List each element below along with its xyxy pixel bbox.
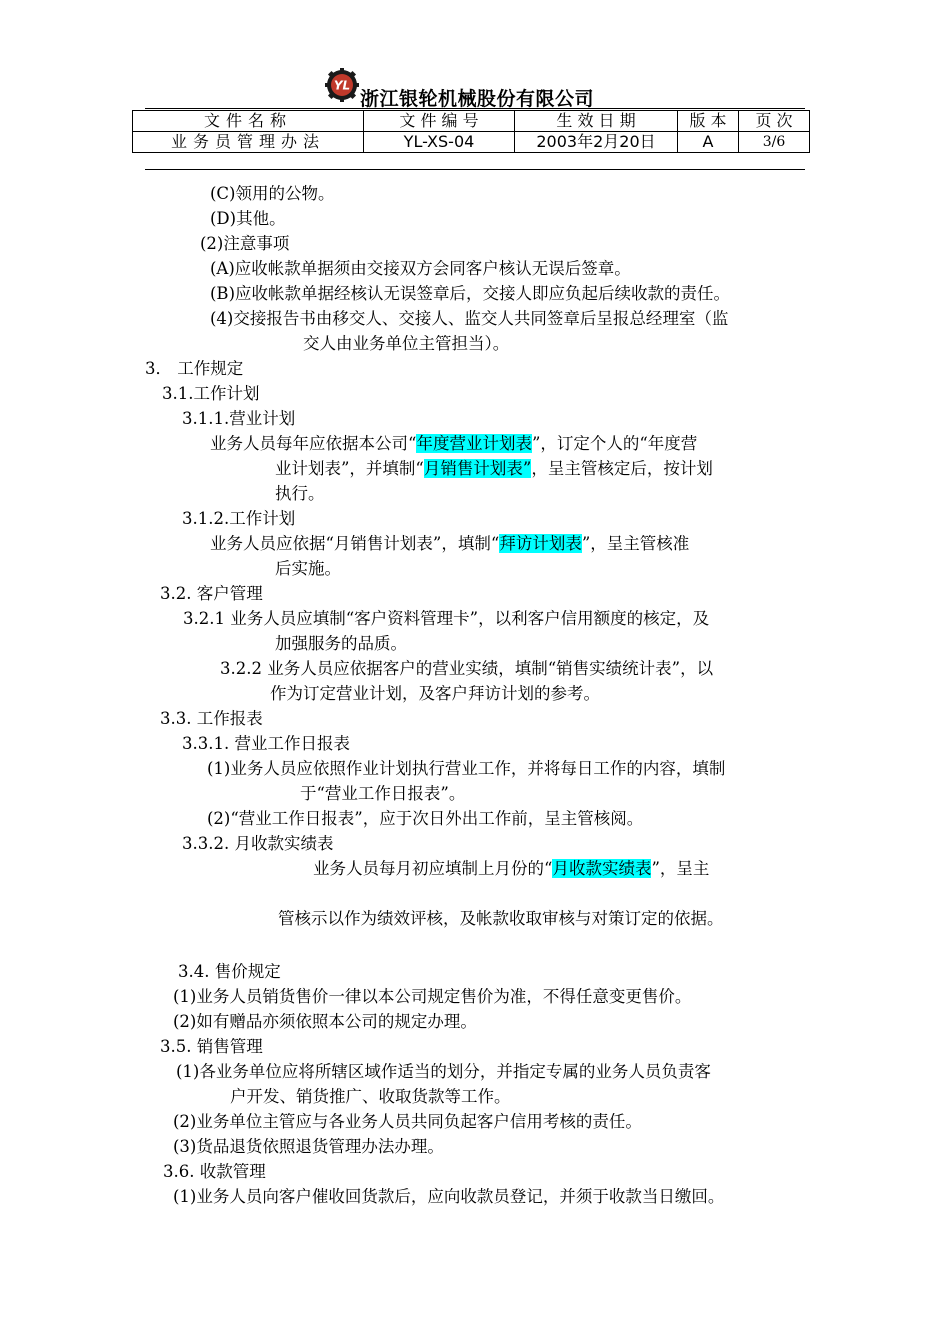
- section-heading: 3.3.2. 月收款实绩表: [182, 834, 334, 853]
- body-line: (2)注意事项: [200, 234, 290, 253]
- section-heading: 3.4. 售价规定: [178, 962, 281, 981]
- section-heading: 3.6. 收款管理: [163, 1162, 266, 1181]
- version-value: A: [678, 132, 739, 153]
- page-number-value: 3/6: [739, 132, 810, 153]
- gear-logo-icon: [325, 68, 359, 102]
- header-bottom-rule: [145, 169, 805, 170]
- body-line: 作为订定营业计划，及客户拜访计划的参考。: [270, 684, 600, 703]
- body-line: (2)“营业工作日报表”，应于次日外出工作前，呈主管核阅。: [207, 809, 644, 828]
- col-header-page: 页 次: [739, 111, 810, 132]
- svg-text:YL: YL: [333, 78, 351, 93]
- body-line: (2)业务单位主管应与各业务人员共同负起客户信用考核的责任。: [173, 1112, 642, 1131]
- document-info-table: [132, 110, 810, 153]
- company-logo: [325, 68, 359, 102]
- col-header-doc-number: 文 件 编 号: [364, 111, 515, 132]
- doc-number-value: YL-XS-04: [364, 132, 515, 153]
- section-heading: 3.5. 销售管理: [160, 1037, 263, 1056]
- body-line: (1)各业务单位应将所辖区域作适当的划分，并指定专属的业务人员负责客: [176, 1062, 711, 1081]
- body-line: (4)交接报告书由移交人、交接人、监交人共同签章后呈报总经理室（监: [210, 309, 729, 328]
- body-line: (D)其他。: [210, 209, 286, 228]
- col-header-doc-name: 文件名称: [133, 111, 364, 132]
- body-line: 执行。: [275, 484, 325, 503]
- effective-date-value: 2003年2月20日: [515, 132, 678, 153]
- section-heading: 3.1.工作计划: [162, 384, 260, 403]
- section-heading: 3.2. 客户管理: [160, 584, 263, 603]
- body-line: 3.2.1 业务人员应填制“客户资料管理卡”，以利客户信用额度的核定，及: [183, 609, 710, 628]
- section-heading: 3． 工作规定: [145, 359, 244, 378]
- section-heading: 3.1.1.营业计划: [182, 409, 296, 428]
- body-line: (1)业务人员向客户催收回货款后，应向收款员登记，并须于收款当日缴回。: [173, 1187, 725, 1206]
- body-line: 3.2.2 业务人员应依据客户的营业实绩，填制“销售实绩统计表”，以: [220, 659, 714, 678]
- col-header-version: 版 本: [678, 111, 739, 132]
- table-value-row: [133, 132, 810, 153]
- body-line: 交人由业务单位主管担当）。: [303, 334, 510, 353]
- header-top-rule: [145, 108, 805, 109]
- body-line: (1)业务人员销货售价一律以本公司规定售价为准，不得任意变更售价。: [173, 987, 692, 1006]
- table-header-row: [133, 111, 810, 132]
- section-heading: 3.1.2.工作计划: [182, 509, 296, 528]
- section-heading: 3.3. 工作报表: [160, 709, 263, 728]
- body-line: (3)货品退货依照退货管理办法办理。: [173, 1137, 444, 1156]
- body-line: 业务人员每年应依据本公司“年度营业计划表”，订定个人的“年度营: [210, 434, 698, 453]
- body-line: 于“营业工作日报表”。: [300, 784, 466, 803]
- body-line: 户开发、销货推广、收取货款等工作。: [230, 1087, 511, 1106]
- highlighted-form-name: 月销售计划表”: [423, 459, 532, 478]
- body-line: (C)领用的公物。: [210, 184, 335, 203]
- body-line: 业务人员应依据“月销售计划表”，填制“拜访计划表”，呈主管核准: [210, 534, 690, 553]
- body-line: 管核示以作为绩效评核，及帐款收取审核与对策订定的依据。: [278, 909, 724, 928]
- highlighted-form-name: 月收款实绩表: [552, 859, 652, 878]
- section-heading: 3.3.1. 营业工作日报表: [182, 734, 350, 753]
- highlighted-form-name: 拜访计划表: [499, 534, 582, 553]
- body-line: 业务人员每月初应填制上月份的“月收款实绩表”，呈主: [313, 859, 710, 878]
- col-header-effective-date: 生 效 日 期: [515, 111, 678, 132]
- body-line: (1)业务人员应依照作业计划执行营业工作，并将每日工作的内容，填制: [207, 759, 726, 778]
- doc-name-value: 业务员管理办法: [133, 132, 364, 153]
- body-line: 加强服务的品质。: [275, 634, 407, 653]
- body-line: (2)如有赠品亦须依照本公司的规定办理。: [173, 1012, 477, 1031]
- highlighted-form-name: 年度营业计划表: [416, 434, 532, 453]
- body-line: 后实施。: [275, 559, 341, 578]
- body-line: (B)应收帐款单据经核认无误签章后，交接人即应负起后续收款的责任。: [210, 284, 730, 303]
- body-line: 业计划表”，并填制“月销售计划表”，呈主管核定后，按计划: [275, 459, 713, 478]
- company-name: 浙江银轮机械股份有限公司: [360, 88, 595, 110]
- body-line: (A)应收帐款单据须由交接双方会同客户核认无误后签章。: [210, 259, 631, 278]
